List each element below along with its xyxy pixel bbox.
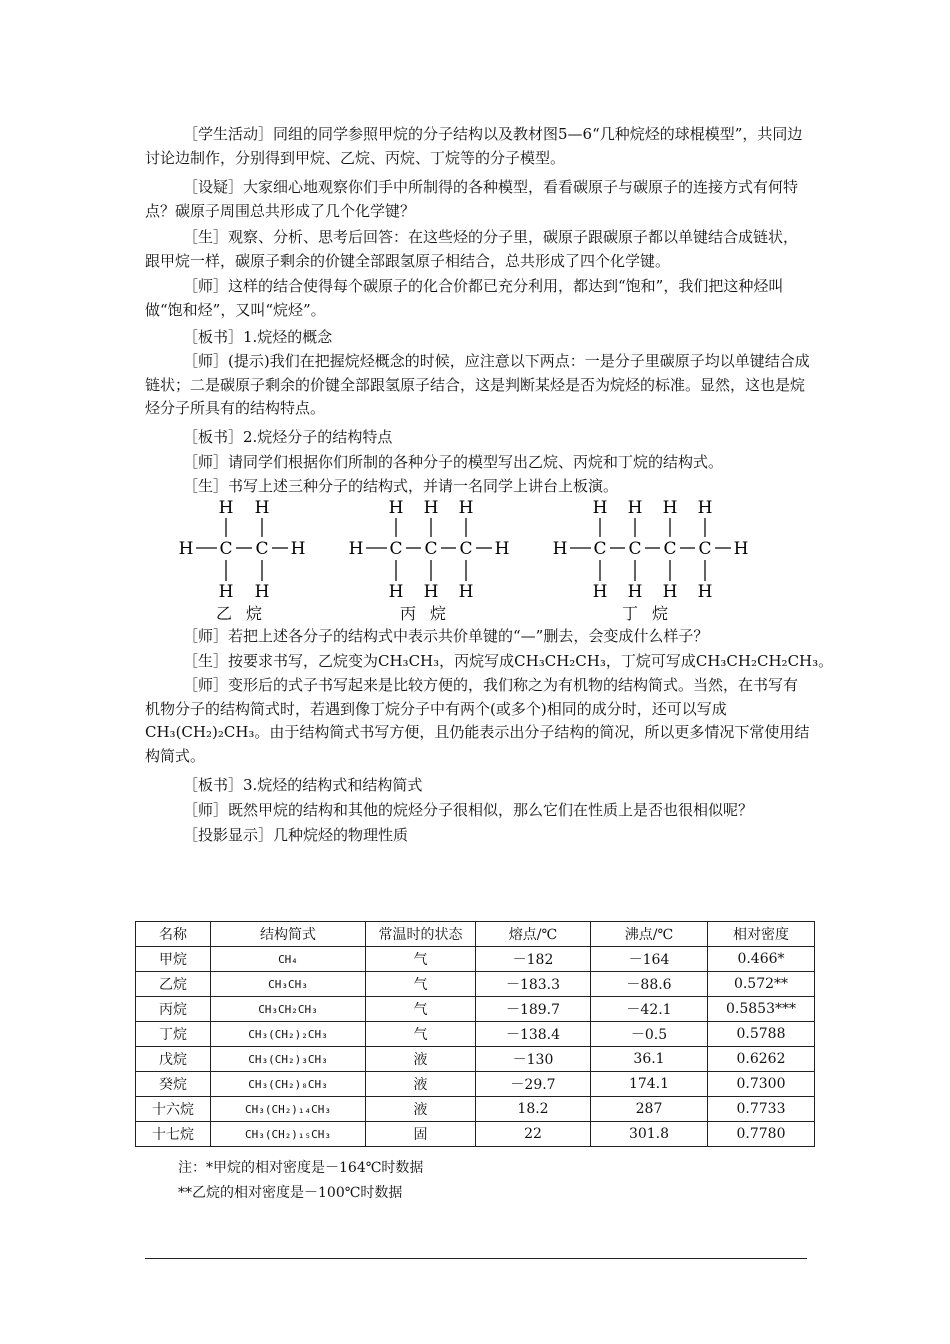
cell-name: 癸烷 <box>136 1072 211 1097</box>
carbon-atom: C <box>593 539 607 559</box>
cell-boiling-point: 301.8 <box>591 1122 708 1147</box>
cell-name: 戊烷 <box>136 1047 211 1072</box>
cell-state: 气 <box>366 947 476 972</box>
cell-name: 丙烷 <box>136 997 211 1022</box>
cell-formula: CH₃(CH₂)₁₅CH₃ <box>211 1122 366 1147</box>
cell-relative-density: 0.7300 <box>708 1072 815 1097</box>
hydrogen-atom: H <box>662 500 678 518</box>
hydrogen-atom: H <box>494 539 510 559</box>
hydrogen-atom: H <box>178 539 194 559</box>
cell-melting-point: －138.4 <box>476 1022 591 1047</box>
carbon-atom: C <box>389 539 403 559</box>
header-relative-density: 相对密度 <box>708 922 815 947</box>
table-header-row <box>136 922 815 947</box>
hydrogen-atom: H <box>733 539 749 559</box>
cell-boiling-point: 36.1 <box>591 1047 708 1072</box>
header-formula: 结构简式 <box>211 922 366 947</box>
hydrogen-atom: H <box>218 582 234 602</box>
cell-name: 十六烷 <box>136 1097 211 1122</box>
header-boiling-point: 沸点/℃ <box>591 922 708 947</box>
hydrogen-atom: H <box>254 500 270 518</box>
hydrogen-atom: H <box>592 582 608 602</box>
cell-melting-point: －130 <box>476 1047 591 1072</box>
hydrogen-atom: H <box>254 582 270 602</box>
table-row <box>136 997 815 1022</box>
cell-boiling-point: －164 <box>591 947 708 972</box>
cell-melting-point: 18.2 <box>476 1097 591 1122</box>
paragraph-teacher-saturated: ［师］这样的结合使得每个碳原子的化合价都已充分利用，都达到“饱和”，我们把这种烃叫做“饱和烃”，又叫“烷烃”。 <box>145 277 784 319</box>
carbon-atom: C <box>663 539 677 559</box>
table-body <box>136 947 815 1147</box>
hydrogen-atom: H <box>552 539 568 559</box>
table-row <box>136 1097 815 1122</box>
hydrogen-atom: H <box>388 500 404 518</box>
cell-relative-density: 0.466* <box>708 947 815 972</box>
cell-relative-density: 0.5853*** <box>708 997 815 1022</box>
cell-relative-density: 0.6262 <box>708 1047 815 1072</box>
header-state: 常温时的状态 <box>366 922 476 947</box>
carbon-atom: C <box>424 539 438 559</box>
table-row <box>136 1122 815 1147</box>
cell-boiling-point: －88.6 <box>591 972 708 997</box>
cell-melting-point: －189.7 <box>476 997 591 1022</box>
cell-name: 乙烷 <box>136 972 211 997</box>
cell-melting-point: 22 <box>476 1122 591 1147</box>
hydrogen-atom: H <box>388 582 404 602</box>
hydrogen-atom: H <box>218 500 234 518</box>
cell-formula: CH₃(CH₂)₃CH₃ <box>211 1047 366 1072</box>
carbon-atom: C <box>628 539 642 559</box>
cell-melting-point: －182 <box>476 947 591 972</box>
propane-label: 丙烷 <box>400 604 461 623</box>
cell-relative-density: 0.572** <box>708 972 815 997</box>
hydrogen-atom: H <box>458 582 474 602</box>
paragraph-teacher-properties: ［师］既然甲烷的结构和其他的烷烃分子很相似，那么它们在性质上是否也很相似呢？ <box>183 801 754 819</box>
cell-state: 液 <box>366 1097 476 1122</box>
paragraph-student-write: ［生］书写上述三种分子的结构式，并请一名同学上讲台上板演。 <box>183 477 619 495</box>
table-row <box>136 1072 815 1097</box>
paragraph-teacher-remove-bonds: ［师］若把上述各分子的结构式中表示共价单键的“—”删去，会变成什么样子？ <box>183 627 709 645</box>
cell-relative-density: 0.5788 <box>708 1022 815 1047</box>
cell-melting-point: －183.3 <box>476 972 591 997</box>
table-row <box>136 947 815 972</box>
cell-name: 丁烷 <box>136 1022 211 1047</box>
paragraph-teacher-condensed-formula: ［师］变形后的式子书写起来是比较方便的，我们称之为有机物的结构简式。当然，在书写有机物分子的结构简式时，若遇到像丁烷分子中有两个(或多个)相同的成分时，还可以写成CH₃(CH₂)₂CH₃。由于结构简式书写方便，且仍能表示出分子结构的简况，所以更多情况下常使用结构简式。 <box>145 676 810 765</box>
paragraph-teacher-request: ［师］请同学们根据你们所制的各种分子的模型写出乙烷、丙烷和丁烷的结构式。 <box>183 453 724 471</box>
cell-state: 气 <box>366 972 476 997</box>
alkane-properties-table <box>135 921 815 1147</box>
paragraph-student-condensed: ［生］按要求书写，乙烷变为CH₃CH₃，丙烷写成CH₃CH₂CH₃，丁烷可写成CH₃CH₂CH₂CH₃。 <box>183 652 834 670</box>
cell-melting-point: －29.7 <box>476 1072 591 1097</box>
cell-formula: CH₃CH₂CH₃ <box>211 997 366 1022</box>
projection-title: ［投影显示］几种烷烃的物理性质 <box>183 826 409 844</box>
paragraph-student-activity: ［学生活动］同组的同学参照甲烷的分子结构以及教材图5—6“几种烷烃的球棍模型”，共同边讨论边制作，分别得到甲烷、乙烷、丙烷、丁烷等的分子模型。 <box>145 125 803 167</box>
butane-label: 丁烷 <box>622 604 683 623</box>
cell-state: 液 <box>366 1047 476 1072</box>
paragraph-question: ［设疑］大家细心地观察你们手中所制得的各种模型，看看碳原子与碳原子的连接方式有何特点？碳原子周围总共形成了几个化学键？ <box>145 178 799 220</box>
footnote-2: **乙烷的相对密度是－100℃时数据 <box>178 1185 403 1201</box>
hydrogen-atom: H <box>423 582 439 602</box>
paragraph-teacher-hint: ［师］(提示)我们在把握烷烃概念的时候，应注意以下两点：一是分子里碳原子均以单键结合成链状；二是碳原子剩余的价键全部跟氢原子结合，这是判断某烃是否为烷烃的标准。显然，这也是烷烃分子所具有的结构特点。 <box>145 352 810 417</box>
cell-relative-density: 0.7780 <box>708 1122 815 1147</box>
structural-formulas <box>0 500 950 625</box>
cell-boiling-point: 287 <box>591 1097 708 1122</box>
cell-state: 液 <box>366 1072 476 1097</box>
hydrogen-atom: H <box>348 539 364 559</box>
cell-name: 甲烷 <box>136 947 211 972</box>
header-melting-point: 熔点/℃ <box>476 922 591 947</box>
table-row <box>136 1047 815 1072</box>
hydrogen-atom: H <box>290 539 306 559</box>
structural-formula-diagram <box>0 500 950 625</box>
hydrogen-atom: H <box>627 582 643 602</box>
carbon-atom: C <box>698 539 712 559</box>
cell-formula: CH₃CH₃ <box>211 972 366 997</box>
cell-boiling-point: －42.1 <box>591 997 708 1022</box>
hydrogen-atom: H <box>697 582 713 602</box>
footer-divider <box>145 1258 807 1259</box>
table-row <box>136 972 815 997</box>
board-note-2: ［板书］2.烷烃分子的结构特点 <box>183 428 393 446</box>
hydrogen-atom: H <box>697 500 713 518</box>
header-name: 名称 <box>136 922 211 947</box>
cell-relative-density: 0.7733 <box>708 1097 815 1122</box>
cell-name: 十七烷 <box>136 1122 211 1147</box>
cell-state: 气 <box>366 997 476 1022</box>
cell-state: 气 <box>366 1022 476 1047</box>
cell-boiling-point: 174.1 <box>591 1072 708 1097</box>
hydrogen-atom: H <box>627 500 643 518</box>
cell-formula: CH₃(CH₂)₈CH₃ <box>211 1072 366 1097</box>
hydrogen-atom: H <box>662 582 678 602</box>
cell-formula: CH₃(CH₂)₂CH₃ <box>211 1022 366 1047</box>
cell-state: 固 <box>366 1122 476 1147</box>
ethane-label: 乙烷 <box>216 604 277 623</box>
board-note-1: ［板书］1.烷烃的概念 <box>183 328 333 346</box>
hydrogen-atom: H <box>592 500 608 518</box>
cell-boiling-point: －0.5 <box>591 1022 708 1047</box>
footnote-1: 注：*甲烷的相对密度是－164℃时数据 <box>178 1160 424 1176</box>
carbon-atom: C <box>459 539 473 559</box>
paragraph-student-answer: ［生］观察、分析、思考后回答：在这些烃的分子里，碳原子跟碳原子都以单键结合成链状，跟甲烷一样，碳原子剩余的价键全部跟氢原子相结合，总共形成了四个化学键。 <box>145 228 799 270</box>
carbon-atom: C <box>219 539 233 559</box>
cell-formula: CH₄ <box>211 947 366 972</box>
hydrogen-atom: H <box>458 500 474 518</box>
table-row <box>136 1022 815 1047</box>
carbon-atom: C <box>255 539 269 559</box>
hydrogen-atom: H <box>423 500 439 518</box>
board-note-3: ［板书］3.烷烃的结构式和结构简式 <box>183 776 423 794</box>
cell-formula: CH₃(CH₂)₁₄CH₃ <box>211 1097 366 1122</box>
